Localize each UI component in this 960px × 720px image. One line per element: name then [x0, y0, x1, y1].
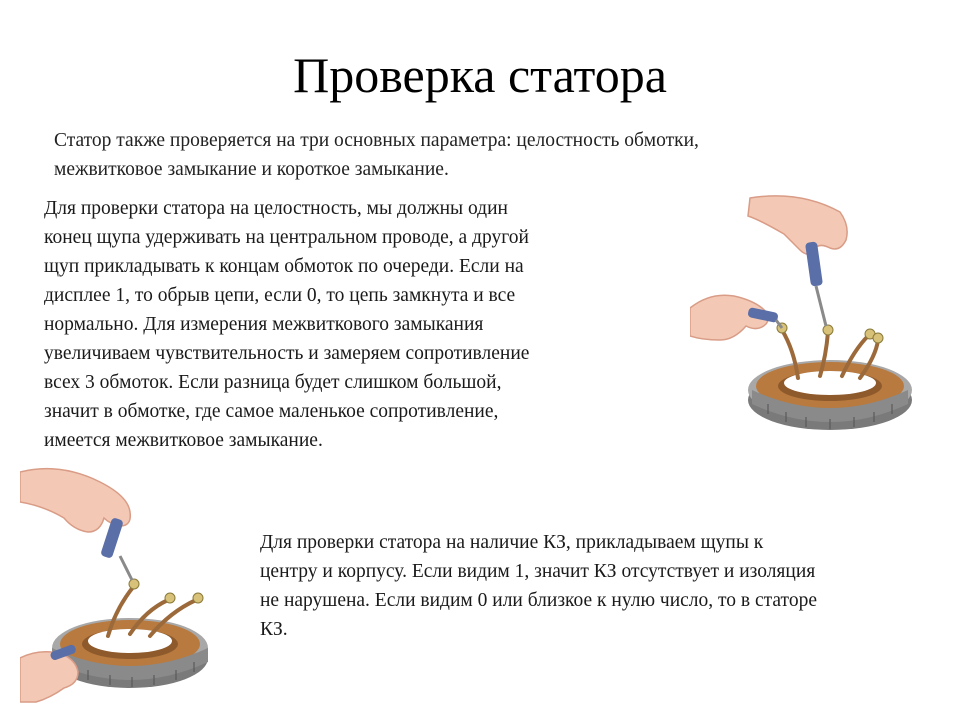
integrity-line: Для проверки статора на целостность, мы должны один [44, 198, 508, 219]
integrity-line: всех 3 обмоток. Если разница будет слишком большой, [44, 372, 502, 393]
upper-hand-icon [748, 196, 847, 326]
wire-terminals-icon [129, 579, 203, 603]
stator-short-circuit-test-illustration [20, 462, 260, 712]
intro-paragraph [54, 126, 874, 184]
wire-terminals-icon [777, 323, 883, 343]
upper-hand-icon [20, 469, 132, 580]
short-circuit-line: Для проверки статора на наличие КЗ, прикладываем щупы к [260, 532, 764, 553]
short-circuit-paragraph [260, 528, 950, 644]
slide-title: Проверка статора [293, 47, 667, 103]
stator-ring-icon [748, 360, 912, 430]
short-circuit-line: не нарушена. Если видим 0 или близкое к нулю число, то в статоре [260, 590, 817, 611]
integrity-paragraph [44, 194, 684, 455]
integrity-line: щуп прикладывать к концам обмоток по очереди. Если на [44, 256, 524, 277]
integrity-line: дисплее 1, то обрыв цепи, если 0, то цепь замкнута и все [44, 285, 516, 306]
integrity-line: конец щупа удерживать на центральном проводе, а другой [44, 227, 529, 248]
stator-integrity-test-illustration [690, 190, 930, 450]
integrity-line: имеется межвитковое замыкание. [44, 430, 323, 451]
lower-hand-icon [690, 295, 782, 340]
short-circuit-line: КЗ. [260, 619, 288, 640]
intro-line: межвитковое замыкание и короткое замыкание. [54, 159, 449, 180]
lower-hand-icon [20, 644, 78, 702]
integrity-line: значит в обмотке, где самое маленькое сопротивление, [44, 401, 499, 422]
short-circuit-line: центру и корпусу. Если видим 1, значит КЗ отсутствует и изоляция [260, 561, 816, 582]
integrity-line: нормально. Для измерения межвиткового замыкания [44, 314, 484, 335]
integrity-line: увеличиваем чувствительность и замеряем сопротивление [44, 343, 530, 364]
intro-line: Статор также проверяется на три основных параметра: целостность обмотки, [54, 130, 699, 151]
